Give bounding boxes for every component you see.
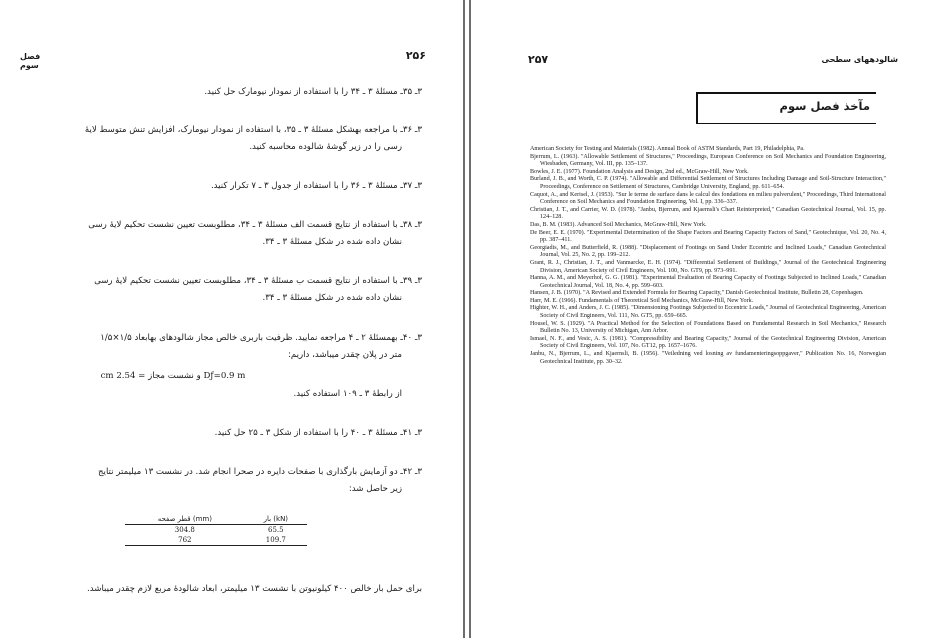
table-row xyxy=(125,535,307,546)
left-page xyxy=(0,0,462,638)
book-gutter-line xyxy=(469,0,471,638)
cell-diameter: 304.8 xyxy=(174,526,195,534)
reference-item: Hanna, A. M., and Meyerhof, G. G. (1981). "Experimental Evaluation of Bearing Capacity of Footings Subjected to Inclined Loads," Canadian Geotechnical Journal, Vol. 18, No. 4, pp. 599–603. xyxy=(530,275,886,289)
reference-item: Bowles, J. E. (1977). Foundation Analysis and Design, 2nd ed., McGraw-Hill, New York. xyxy=(530,168,749,175)
problem-42-line-1: ۳ـ ۴۲ـ دو آزمایش بارگذاری با صفحات دایره در صحرا انجام شد. در نشست ۱۳ میلیمتر نتایج xyxy=(98,467,422,477)
reference-item: Burland, J. B., and Worth, C. P. (1974). "Allowable and Differential Settlement of Structures Including Damage and Soil-Structure Interaction," Proceedings, Conference on Settlement of Structures, Cambridge University, England, pp. 611–654. xyxy=(530,176,886,190)
reference-item: Ismael, N. F., and Vesic, A. S. (1981). "Compressibility and Bearing Capacity," Journal of the Geotechnical Engineering Division, American Society of Civil Engineers, Vol. 107, No. GT12, pp. 1657–1676. xyxy=(530,335,886,350)
chapter-header: شالودههای سطحی xyxy=(821,55,898,64)
section-title: مآخذ فصل سوم xyxy=(779,99,870,113)
reference-item: Grant, R. J., Christian, J. T., and Vanmarcke, E. H. (1974). "Differential Settlement of Buildings," Journal of the Geotechnical Engineering Division, American Society of Civil Engineers, Vol. 100, No. GT9, pp. 973–991. xyxy=(530,259,886,274)
problem-38-line-2: نشان داده شده در شکل مسئلهٔ ۳ ـ ۳۴. xyxy=(262,237,402,247)
reference-item: Harr, M. E. (1966). Fundamentals of Theoretical Soil Mechanics, McGraw-Hill, New York. xyxy=(530,297,754,304)
cell-diameter: 762 xyxy=(125,535,245,546)
reference-item: Highter, W. H., and Anders, J. C. (1985). "Dimensioning Footings Subjected to Eccentric Loads," Journal of Geotechnical Engineering, American Society of Civil Engineers, Vol. 111, No. GT5, pp. 659–665. xyxy=(530,305,886,320)
reference-item: Christian, J. T., and Carrier, W. D. (1978). "Janbu, Bjerrum, and Kjaernsli's Chart Reinterpreted," Canadian Geotechnical Journal, Vol. 15, pp. 124–128. xyxy=(530,206,886,221)
problem-40-line-1: ۳ـ ۴۰ـ بهمسئلهٔ ۲ ـ ۴ مراجعه نمایید. ظرفیت باربری خالص مجاز شالودهای بهابعاد ۱/۵×۱/۵ xyxy=(100,333,422,343)
cell-load: 109.7 xyxy=(245,535,307,546)
column-header-load: بار (kN) xyxy=(245,514,307,525)
problem-42-line-2: زیر حاصل شد: xyxy=(348,484,402,494)
page-number: ۲۵۷ xyxy=(528,53,549,66)
reference-item: De Beer, E. E. (1970). "Experimental Determination of the Shape Factors and Bearing Capacity Factors of Sand," Geotechnique, Vol. 20, No. 4, pp. 387–411. xyxy=(530,229,886,244)
problem-38-line-1: ۳ـ ۳۸ـ با استفاده از نتایج قسمت الف مسئلهٔ ۳ ـ ۳۴، مطلوبست تعیین نشست تحکیم لایهٔ رسی xyxy=(88,220,422,230)
problem-40-line-2: متر در پلان چقدر میباشد، داریم: xyxy=(288,350,402,360)
problem-40-note: از رابطهٔ ۳ ـ ۱۰۹ استفاده کنید. xyxy=(293,389,402,399)
problem-36-line-2: رسی را در زیر گوشهٔ شالوده محاسبه کنید. xyxy=(249,142,402,152)
cell-load: 65.5 xyxy=(268,526,284,534)
problem-35: ۳ـ ۳۵ـ مسئلهٔ ۳ ـ ۳۴ را با استفاده از نمودار نیومارک حل کنید. xyxy=(204,87,422,97)
problem-40-equation: Dƒ=0.9 m و نشست مجاز = 2.54 cm xyxy=(100,371,246,381)
problem-39-line-1: ۳ـ ۳۹ـ با استفاده از نتایج قسمت ب مسئلهٔ ۳ ـ ۳۴، مطلوبست تعیین نشست تحکیم لایهٔ رسی xyxy=(94,276,422,286)
reference-item: Bjerrum, L. (1963). "Allowable Settlement of Structures," Proceedings, European Conference on Soil Mechanics and Foundation Engineering, Wiesbaden, Germany, Vol. III, pp. 135–137. xyxy=(530,153,886,168)
reference-item: Das, B. M. (1983). Advanced Soil Mechanics, McGraw-Hill, New York. xyxy=(530,221,707,228)
reference-list xyxy=(530,146,886,366)
problem-36-line-1: ۳ـ ۳۶ـ با مراجعه بهشکل مسئلهٔ ۳ ـ ۳۵، با استفاده از نمودار نیومارک، افزایش تنش متوسط لایهٔ xyxy=(84,125,422,135)
reference-item: Georgiadis, M., and Butterfield, R. (1988). "Displacement of Footings on Sand Under Eccentric and Inclined Loads," Canadian Geotechnical Journal, Vol. 25, No. 2, pp. 199–212. xyxy=(530,244,886,259)
table-header-row xyxy=(125,514,307,525)
page-number: ۲۵۶ xyxy=(405,49,426,62)
final-question: برای حمل بار خالص ۴۰۰ کیلونیوتن با نشست ۱۳ میلیمتر، ابعاد شالودهٔ مربع لازم چقدر میباشد. xyxy=(87,584,422,594)
load-test-table xyxy=(125,514,307,546)
reference-item: Hansen, J. B. (1970). "A Revised and Extended Formula for Bearing Capacity," Danish Geotechnical Institute, Bulletin 28, Copenhagen. xyxy=(530,290,864,297)
reference-item: Caquot, A., and Kerisel, J. (1953). "Sur le terme de surface dans le calcul des fondations en milieu pulverulent," Proceedings, Third International Conference on Soil Mechanics and Foundation Engineering, Vol. I, pp. 336–337. xyxy=(530,191,886,206)
problem-41: ۳ـ ۴۱ـ مسئلهٔ ۳ ـ ۴۰ را با استفاده از شکل ۳ ـ ۲۵ حل کنید. xyxy=(214,428,422,438)
reference-item: American Society for Testing and Materials (1982). Annual Book of ASTM Standards, Part 19, Philadelphia, Pa. xyxy=(530,146,805,152)
column-header-plate-diameter: قطر صفحه (mm) xyxy=(125,514,245,525)
chapter-header: فصل سوم xyxy=(20,52,41,70)
book-gutter-line xyxy=(463,0,465,638)
table-row xyxy=(125,525,307,536)
problem-39-line-2: نشان داده شده در شکل مسئلهٔ ۳ ـ ۳۴. xyxy=(262,293,402,303)
problem-37: ۳ـ ۳۷ـ مسئلهٔ ۳ ـ ۳۶ را با استفاده از جدول ۳ ـ ۷ تکرار کنید. xyxy=(210,181,422,191)
right-page xyxy=(478,0,930,638)
reference-item: Janbu, N., Bjerrum, L., and Kjaernsli, B. (1956). "Veiledning ved losning av fundamenteringsoppgaver," Publication No. 16, Norwegian Geotechnical Institute, pp. 30–32. xyxy=(530,351,886,365)
reference-item: Housel, W. S. (1929). "A Practical Method for the Selection of Foundations Based on Fundamental Research in Soil Mechanics," Research Bulletin No. 13, University of Michigan, Ann Arbor. xyxy=(530,320,886,335)
